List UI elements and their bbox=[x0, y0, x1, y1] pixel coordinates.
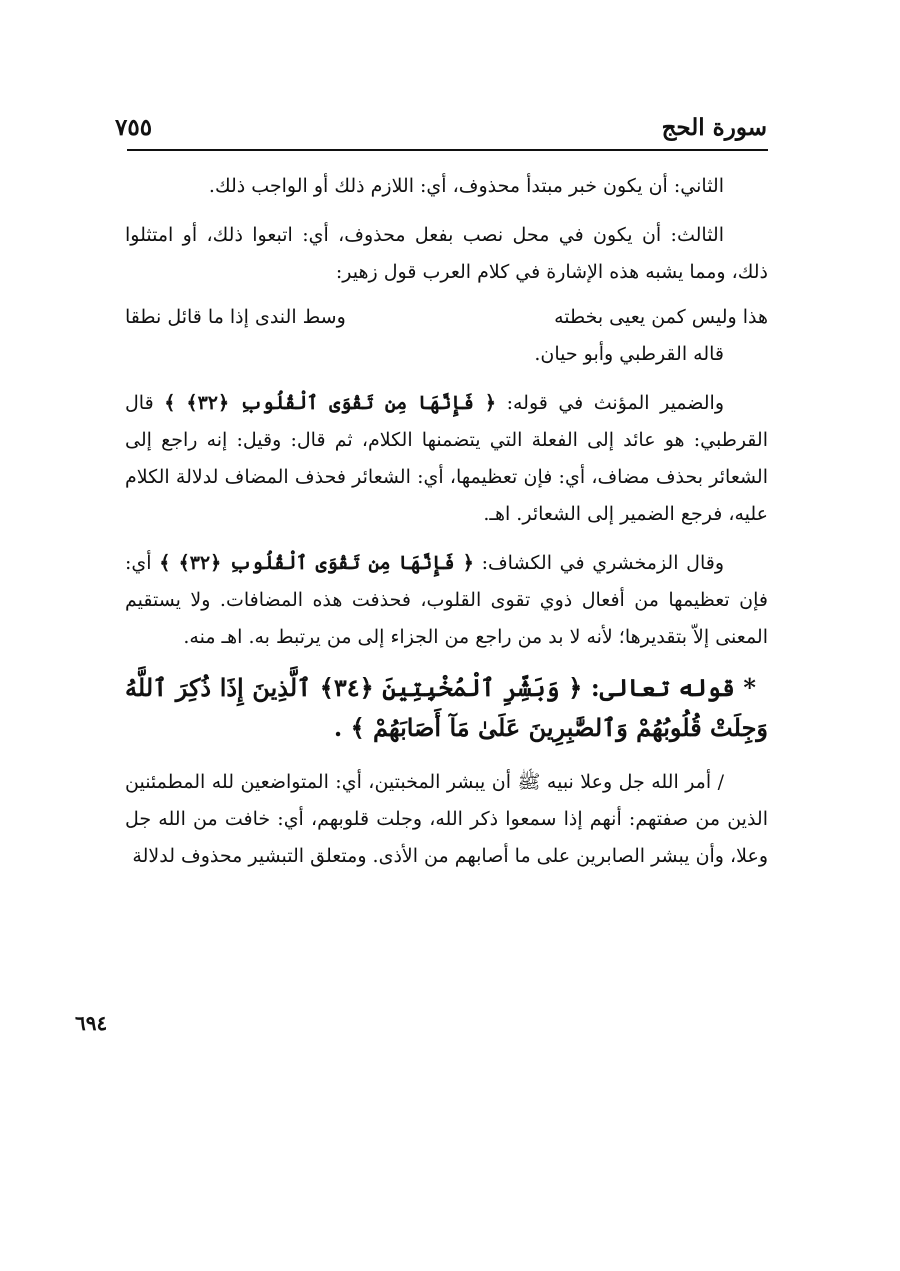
verse-attribution: قاله القرطبي وأبو حيان. bbox=[534, 343, 724, 365]
paragraph-third: الثالث: أن يكون في محل نصب بفعل محذوف، أي: اتبعوا ذلك، أو امتثلوا ذلك، ومما يشبه هذه الإشارة في كلام العرب قول زهير: bbox=[125, 224, 768, 283]
margin-page-reference: ٦٩٤ bbox=[75, 1011, 108, 1035]
page-number: ٧٥٥ bbox=[115, 114, 153, 141]
page-body bbox=[125, 168, 768, 887]
header-rule bbox=[127, 149, 768, 151]
quran-quote-2: ﴿ فَإِنَّهَا مِن تَقْوَى ٱلْقُلُوبِ ﴿٣٢﴾ ﴾ bbox=[159, 552, 474, 574]
verse-heading-label: قوله تعالى: bbox=[590, 673, 735, 702]
paragraph-pronoun-text: قال القرطبي: هو عائد إلى الفعلة التي يتضمنها الكلام، ثم قال: وقيل: إنه راجع إلى الشعائر بحذف مضاف، أي: فإن تعظيمها، أي: الشعائر فحذف المضاف لدلالة الكلام عليه، فرجع الضمير إلى الشعائر. اهـ. bbox=[125, 392, 768, 525]
paragraph-zamakhshari-text: أي: فإن تعظيمها من أفعال ذوي تقوى القلوب، فحذفت هذه المضافات. ولا يستقيم المعنى إلاّ بتقديرها؛ لأنه لا بد من راجع من الجزاء إلى من يرتبط به. اهـ منه. bbox=[125, 552, 768, 648]
quran-quote: ﴿ فَإِنَّهَا مِن تَقْوَى ٱلْقُلُوبِ ﴿٣٢﴾ ﴾ bbox=[164, 392, 497, 414]
paragraph-second: الثاني: أن يكون خبر مبتدأ محذوف، أي: اللازم ذلك أو الواجب ذلك. bbox=[208, 175, 724, 197]
verse-hemistich-right: هذا وليس كمن يعيى بخطته bbox=[554, 306, 768, 328]
poetry-verse bbox=[125, 299, 768, 336]
verse-heading bbox=[125, 668, 768, 748]
paragraph-pronoun bbox=[125, 385, 768, 533]
verse-heading-end: . bbox=[333, 713, 343, 742]
page-header bbox=[115, 110, 767, 150]
verse-heading-quran: ﴿ وَبَشِّرِ ٱلْمُخْبِتِينَ ﴿٣٤﴾ ٱلَّذِينَ إِذَا ذُكِرَ ٱللَّهُ وَجِلَتْ قُلُوبُهُمْ وَٱلصَّٰبِرِينَ عَلَىٰ مَآ أَصَابَهُمْ ﴾ bbox=[125, 673, 768, 742]
paragraph-pronoun-intro: والضمير المؤنث في قوله: bbox=[506, 392, 725, 414]
verse-hemistich-left: وسط الندى إذا ما قائل نطقا bbox=[125, 306, 346, 328]
paragraph-tafsir: / أمر الله جل وعلا نبيه ﷺ أن يبشر المخبتين، أي: المتواضعين لله المطمئنين الذين من صفتهم: أنهم إذا سمعوا ذكر الله، وجلت قلوبهم، أي: خافت من الله جل وعلا، وأن يبشر الصابرين على ما أصابهم من الأذى. ومتعلق التبشير محذوف لدلالة bbox=[125, 771, 768, 867]
paragraph-zamakhshari bbox=[125, 545, 768, 656]
surah-title: سورة الحج bbox=[661, 114, 767, 141]
paragraph-zamakhshari-intro: وقال الزمخشري في الكشاف: bbox=[481, 552, 724, 574]
star-icon: * bbox=[743, 673, 756, 702]
